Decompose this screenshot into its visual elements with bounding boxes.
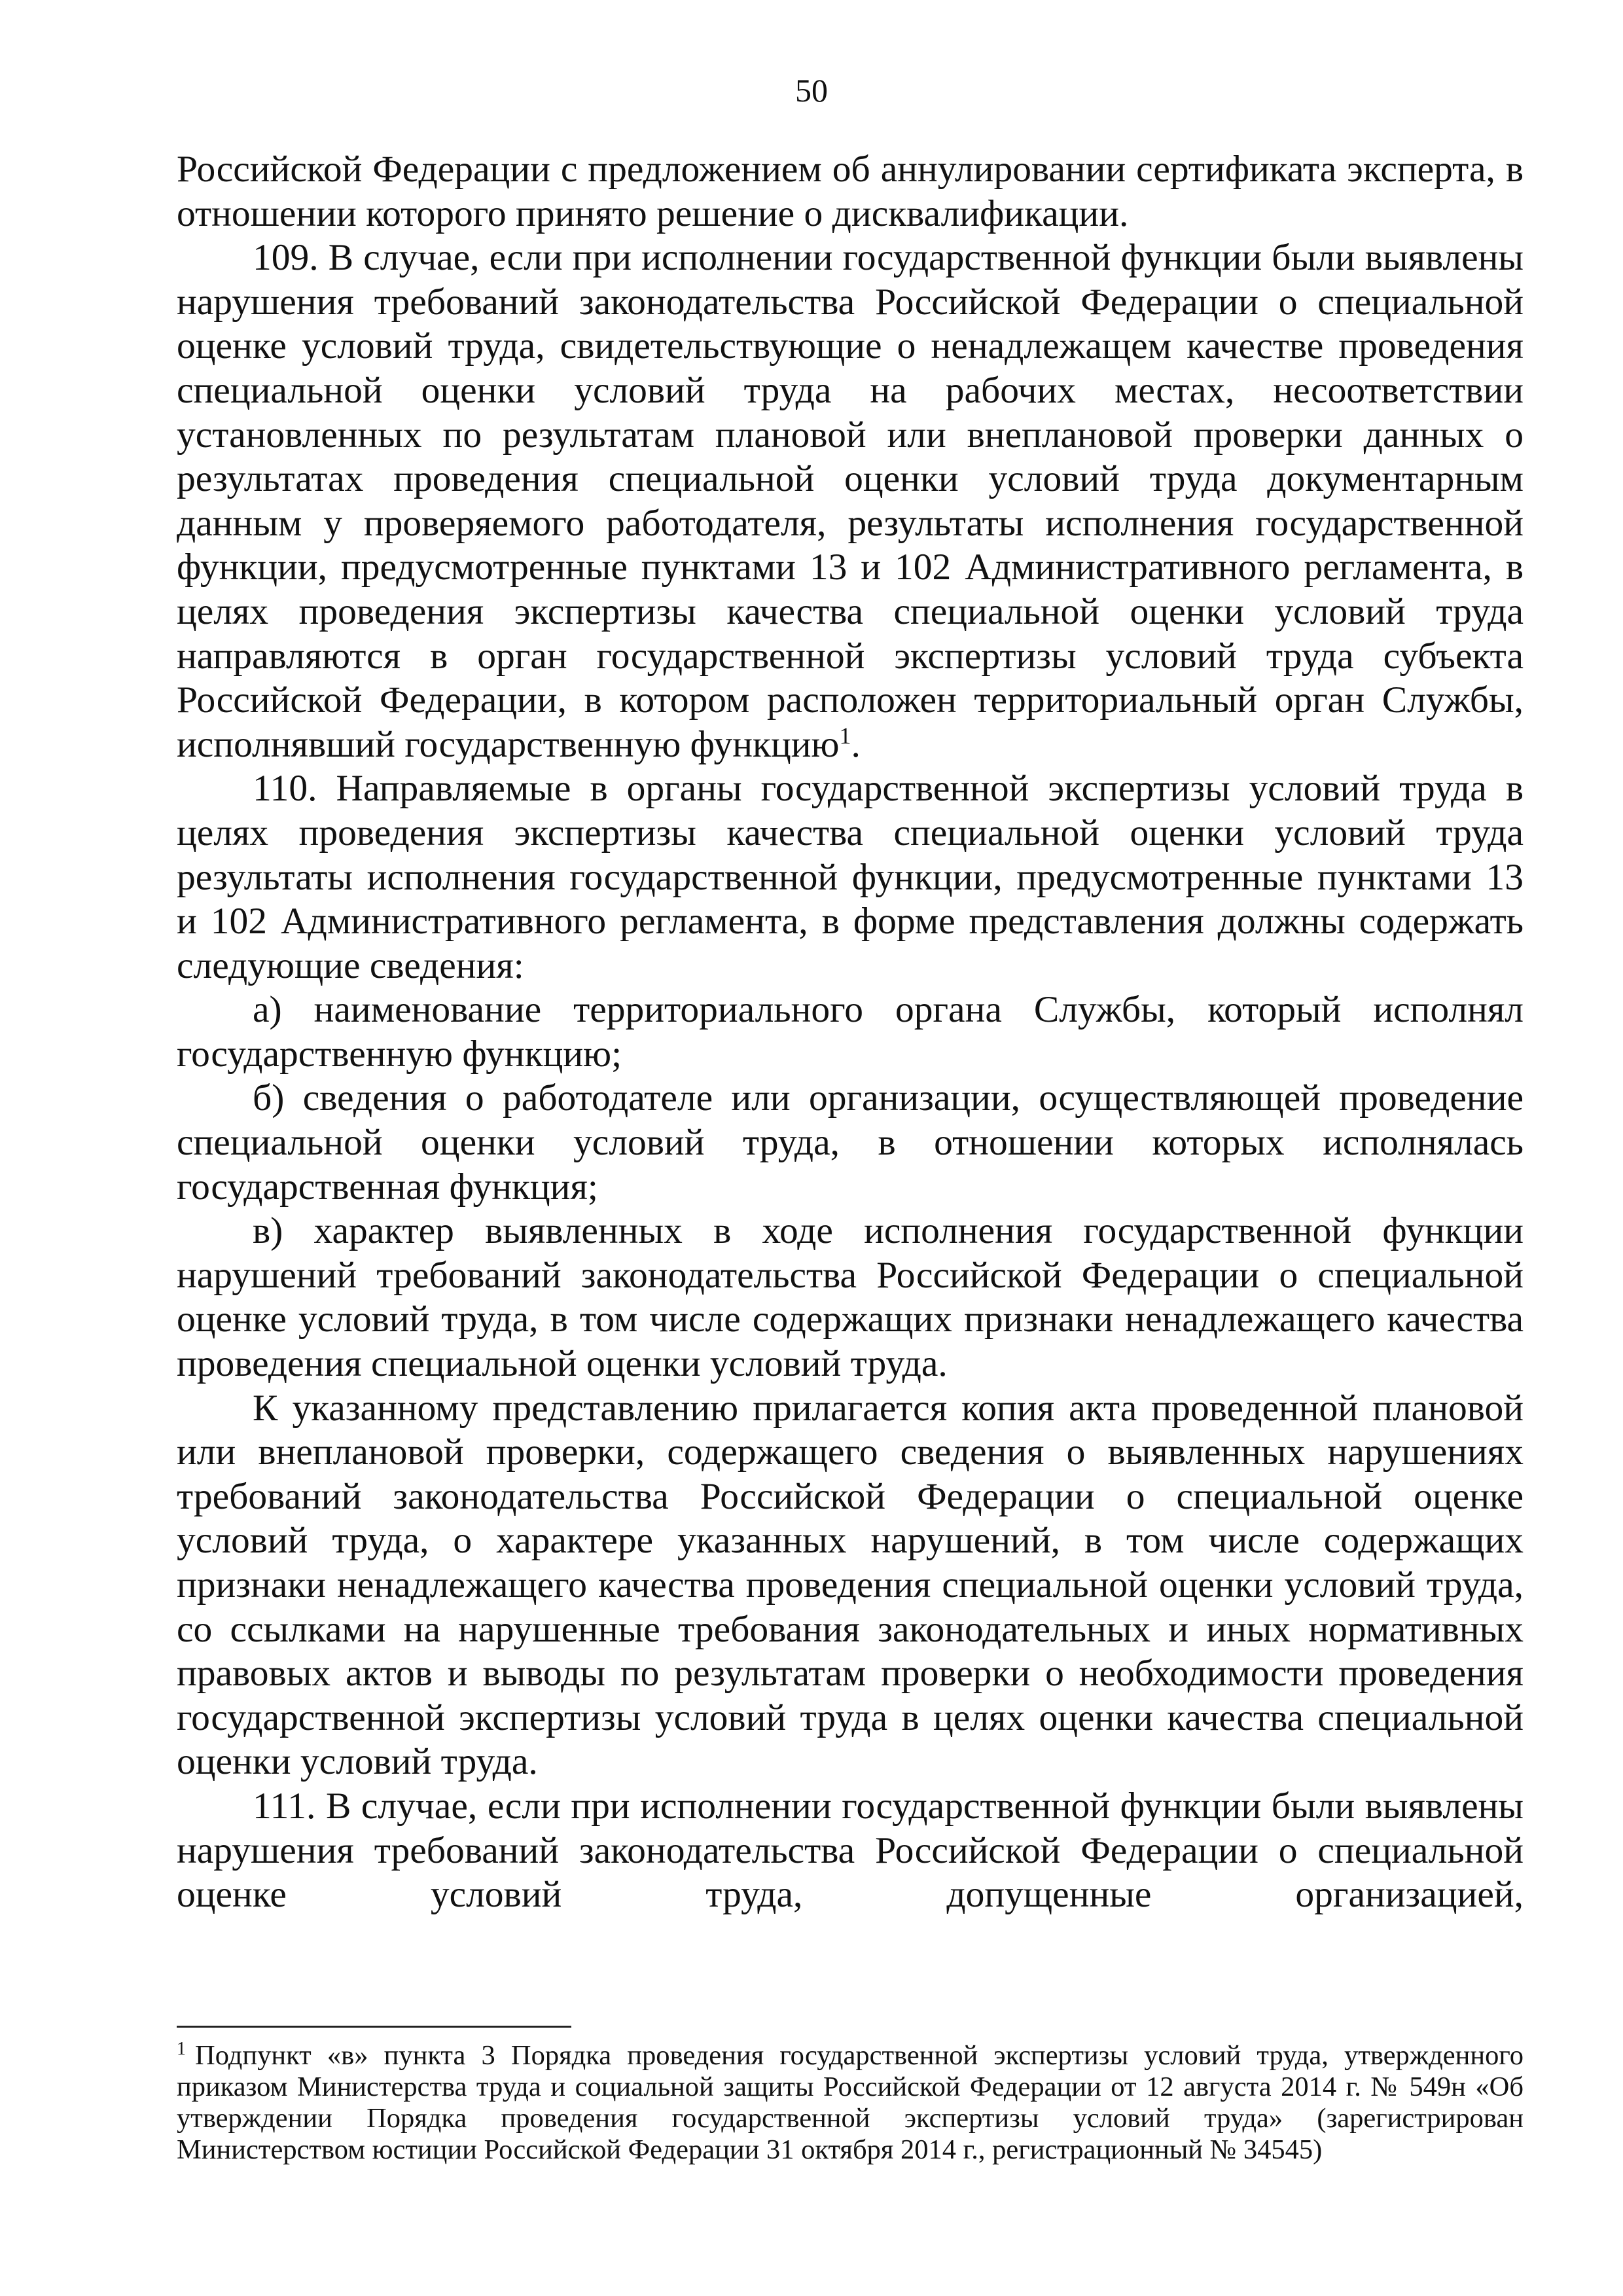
footnote-text: Подпункт «в» пункта 3 Порядка проведения государственной экспертизы условий труда, утвержденного приказом Министерства труда и социальной защиты Российской Федерации от 12 августа 2014 г. № 549н «Об утверждении Порядка проведения государственной экспертизы условий труда» (зарегистрирован Министерством юстиции Российской Федерации 31 октября 2014 г., регистрационный № 34545) (177, 2040, 1524, 2165)
footnote-reference[interactable]: 1 (839, 722, 851, 749)
document-body (177, 147, 1524, 1917)
page-number: 50 (795, 72, 828, 109)
list-item-a: а) наименование территориального органа Службы, который исполнял государственную функцию; (177, 989, 1524, 1075)
paragraph-continuation: Российской Федерации с предложением об аннулировании сертификата эксперта, в отношении которого принято решение о дисквалификации. (177, 149, 1524, 234)
footnote-separator (177, 2026, 571, 2028)
footnote-mark: 1 (177, 2038, 186, 2059)
paragraph-110: 110. Направляемые в органы государственной экспертизы условий труда в целях проведения экспертизы качества специальной оценки условий труда результаты исполнения государственной функции, предусмотренные пунктами 13 и 102 Административного регламента, в форме представления должны содержать следующие сведения: (177, 768, 1524, 986)
list-item-c: в) характер выявленных в ходе исполнения государственной функции нарушений требований законодательства Российской Федерации о специальной оценке условий труда, в том числе содержащих признаки ненадлежащего качества проведения специальной оценки условий труда. (177, 1210, 1524, 1385)
list-item-b: б) сведения о работодателе или организации, осуществляющей проведение специальной оценки условий труда, в отношении которых исполнялась государственная функция; (177, 1077, 1524, 1208)
paragraph-109 (177, 236, 1524, 766)
footnote (177, 2040, 1524, 2166)
paragraph-attachment: К указанному представлению прилагается копия акта проведенной плановой или внеплановой проверки, содержащего сведения о выявленных нарушениях требований законодательства Российской Федерации о специальной оценке условий труда, о характере указанных нарушений, в том числе содержащих признаки ненадлежащего качества проведения специальной оценки условий труда, со ссылками на нарушенные требования законодательных и иных нормативных правовых актов и выводы по результатам проверки о необходимости проведения государственной экспертизы условий труда в целях оценки качества специальной оценки условий труда. (177, 1387, 1524, 1783)
paragraph-109-text: 109. В случае, если при исполнении государственной функции были выявлены нарушения требований законодательства Российской Федерации о специальной оценке условий труда, свидетельствующие о ненадлежащем качестве проведения специальной оценки условий труда на рабочих местах, несоответствии установленных по результатам плановой или внеплановой проверки данных о результатах проведения специальной оценки условий труда документарным данным у проверяемого работодателя, результаты исполнения государственной функции, предусмотренные пунктами 13 и 102 Административного регламента, в целях проведения экспертизы качества специальной оценки условий труда направляются в орган государственной экспертизы условий труда субъекта Российской Федерации, в котором расположен территориальный орган Службы, исполнявший государственную функцию (177, 237, 1524, 765)
paragraph-109-suffix: . (851, 723, 861, 765)
paragraph-111: 111. В случае, если при исполнении государственной функции были выявлены нарушения требований законодательства Российской Федерации о специальной оценке условий труда, допущенные организацией, (177, 1785, 1524, 1916)
